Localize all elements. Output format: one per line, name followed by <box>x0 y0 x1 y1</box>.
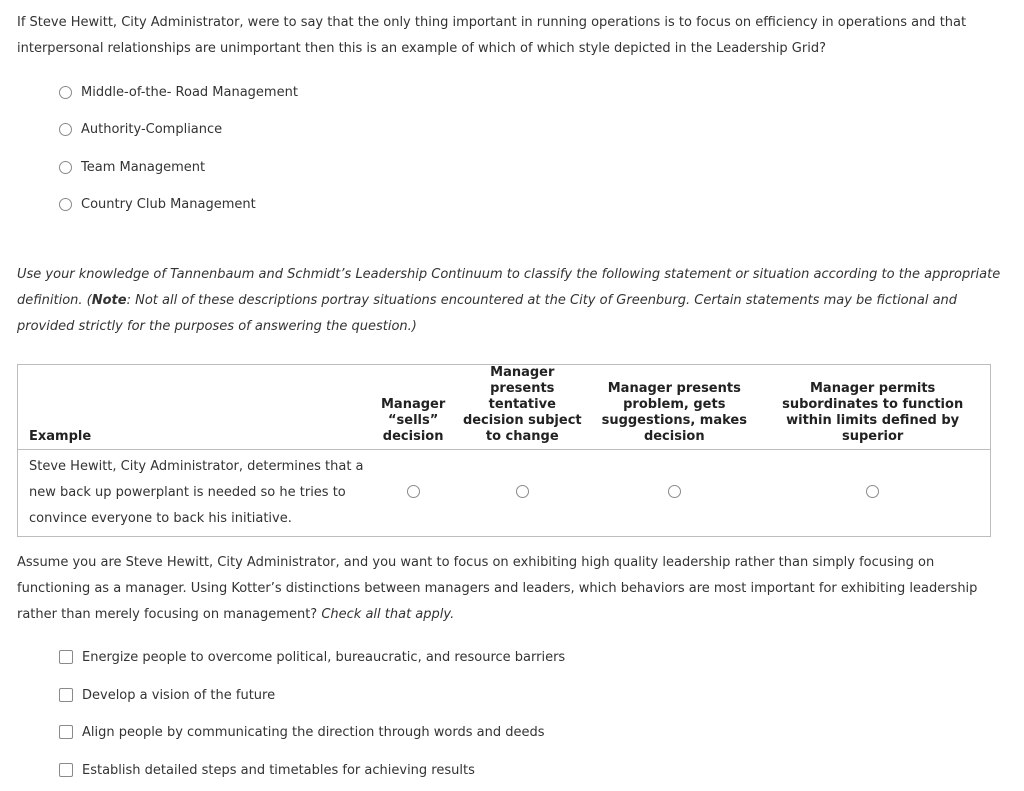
cell-tentative-decision <box>451 450 593 537</box>
radio-button[interactable] <box>866 485 879 498</box>
checkbox[interactable] <box>59 688 73 702</box>
option-label: Team Management <box>81 159 206 175</box>
option-label: Energize people to overcome political, bureaucratic, and resource barriers <box>82 649 566 665</box>
cell-sells-decision <box>375 450 451 537</box>
cell-permits-subordinates <box>755 450 990 537</box>
header-sells-decision: Manager “sells” decision <box>375 365 451 450</box>
q3-option-align-people[interactable] <box>59 722 544 742</box>
option-label: Authority-Compliance <box>81 121 223 137</box>
option-label: Country Club Management <box>81 196 256 212</box>
prompt-text: Use your knowledge of Tannenbaum and Schmidt’s Leadership Continuum to classify the following statement or situation according to the appropriate definition. ( <box>17 267 1001 308</box>
radio-button[interactable] <box>516 485 529 498</box>
option-label: Middle-of-the- Road Management <box>81 84 298 100</box>
option-label: Align people by communicating the direction through words and deeds <box>82 724 545 740</box>
option-label: Establish detailed steps and timetables for achieving results <box>82 762 475 778</box>
header-tentative-decision: Manager presents tentative decision subject to change <box>451 365 593 450</box>
prompt-text: : Not all of these descriptions portray situations encountered at the City of Greenburg. Certain statements may be fictional and provided strictly for the purposes of answering the question.) <box>17 293 958 334</box>
radio-button[interactable] <box>668 485 681 498</box>
table-row <box>18 450 991 537</box>
q1-option-middle-of-the-road[interactable] <box>59 82 298 102</box>
question-3-prompt <box>17 550 1007 628</box>
q3-option-establish-steps[interactable] <box>59 760 475 780</box>
radio-button[interactable] <box>59 86 72 99</box>
header-permits-subordinates: Manager permits subordinates to function within limits defined by superior <box>755 365 990 450</box>
checkbox[interactable] <box>59 725 73 739</box>
checkbox[interactable] <box>59 650 73 664</box>
question-1-prompt: If Steve Hewitt, City Administrator, were to say that the only thing important in running operations is to focus on efficiency in operations and that interpersonal relationships are unimportant then this is an example of which of which style depicted in the Leadership Grid? <box>17 15 967 56</box>
q1-option-country-club[interactable] <box>59 194 256 214</box>
checkbox[interactable] <box>59 763 73 777</box>
radio-button[interactable] <box>59 123 72 136</box>
radio-button[interactable] <box>59 161 72 174</box>
radio-button[interactable] <box>59 198 72 211</box>
header-presents-problem: Manager presents problem, gets suggestions, makes decision <box>593 365 755 450</box>
q1-option-authority-compliance[interactable] <box>59 119 222 139</box>
header-example: Example <box>18 365 376 450</box>
option-label: Develop a vision of the future <box>82 687 276 703</box>
q3-option-develop-vision[interactable] <box>59 685 275 705</box>
note-label: Note <box>91 293 127 308</box>
prompt-text: Assume you are Steve Hewitt, City Administrator, and you want to focus on exhibiting high quality leadership rather than simply focusing on functioning as a manager. Using Kotter’s distinctions between managers and leaders, which behaviors are most important for exhibiting leadership rather than merely focusing on management? <box>17 555 978 622</box>
cell-presents-problem <box>593 450 755 537</box>
q3-option-energize-people[interactable] <box>59 647 565 667</box>
question-2-prompt <box>17 262 1007 340</box>
radio-button[interactable] <box>407 485 420 498</box>
example-text: Steve Hewitt, City Administrator, determines that a new back up powerplant is needed so he tries to convince everyone to back his initiative. <box>29 459 364 526</box>
instruction-text: Check all that apply. <box>321 607 455 622</box>
q1-option-team-management[interactable] <box>59 157 205 177</box>
classification-table <box>17 364 991 537</box>
